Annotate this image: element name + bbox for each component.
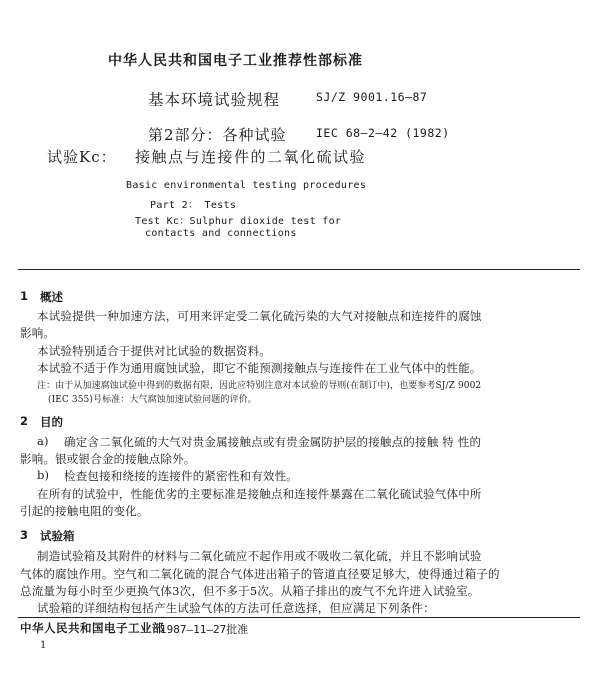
bottom-divider [18, 617, 580, 618]
english-title-line-2: Part 2： Tests [150, 200, 237, 211]
standard-number: SJ/Z 9001.16—87 [316, 90, 428, 104]
s2-item-a-continuation: 影响。银或银合金的接触点除外。 [20, 452, 196, 466]
s1-note-line-1: 注：由于从加速腐蚀试验中得到的数据有限，因此应特别注意对本试验的导则(在制订中)，也要参考SJ/Z 9002 [37, 381, 482, 391]
section-2-number: 2 [20, 414, 29, 428]
s1-para-1-line-2: 影响。 [20, 326, 56, 340]
title-part: 第2部分：各种试验 [148, 126, 287, 144]
s1-para-2: 本试验特别适合于提供对比试验的数据资料。 [37, 344, 271, 358]
s2-item-b-text: 检查包接和绕接的连接件的紧密性和有效性。 [64, 469, 298, 483]
iec-number: IEC 68—2—42 (1982) [316, 126, 450, 140]
s2-item-b-label: b) [37, 468, 50, 482]
s1-note-line-2: (IEC 355)号标准：大气腐蚀加速试验问题的评价。 [48, 395, 257, 405]
s2-para-line-2: 引起的接触电阻的变化。 [20, 504, 149, 518]
title-main: 基本环境试验规程 [148, 91, 281, 109]
section-1-number: 1 [20, 289, 29, 303]
s3-para-1-line-2: 气体的腐蚀作用。空气和二氧化硫的混合气体进出箱子的管道直径要足够大，使得通过箱子的 [20, 567, 500, 581]
english-title-line-3: Test Kc：Sulphur dioxide test for [135, 216, 342, 227]
s3-para-1-line-3: 总流量为每小时至少更换气体3次，但不多于5次。从箱子排出的废气不允许进入试验室。 [20, 584, 480, 598]
s3-para-1-line-1: 制造试验箱及其附件的材料与二氧化硫应不起作用或不吸收二氧化硫，并且不影响试验 [37, 549, 482, 563]
s3-para-2: 试验箱的详细结构包括产生试验气体的方法可任意选择，但应满足下列条件： [37, 601, 435, 615]
test-name: 接触点与连接件的二氧化硫试验 [135, 148, 367, 166]
approval-org: 中华人民共和国电子工业部 [20, 621, 164, 635]
section-3-number: 3 [20, 528, 29, 542]
section-3-title: 试验箱 [40, 529, 75, 543]
test-label: 试验Kc： [47, 148, 117, 166]
s2-para-line-1: 在所有的试验中，性能优劣的主要标准是接触点和连接件暴露在二氧化硫试验气体中所 [37, 487, 482, 501]
approval-date: 1987—11—27批准 [160, 623, 249, 636]
section-2-title: 目的 [40, 415, 63, 429]
english-title-line-1: Basic environmental testing procedures [126, 180, 367, 191]
s1-para-3: 本试验不适于作为通用腐蚀试验，即它不能预测接触点与连接件在工业气体中的性能。 [37, 361, 482, 375]
issuer-header: 中华人民共和国电子工业推荐性部标准 [108, 53, 363, 69]
top-divider [18, 269, 580, 270]
s2-item-a-label: a) [37, 434, 49, 448]
section-1-title: 概述 [40, 290, 63, 304]
s1-para-1-line-1: 本试验提供一种加速方法，可用来评定受二氧化硫污染的大气对接触点和连接件的腐蚀 [37, 309, 482, 323]
page-number: 1 [40, 640, 47, 651]
english-title-line-4: contacts and connections [145, 228, 297, 239]
s2-item-a-text: 确定含二氧化硫的大气对贵金属接触点或有贵金属防护层的接触点的接触 特 性的 [64, 435, 482, 449]
